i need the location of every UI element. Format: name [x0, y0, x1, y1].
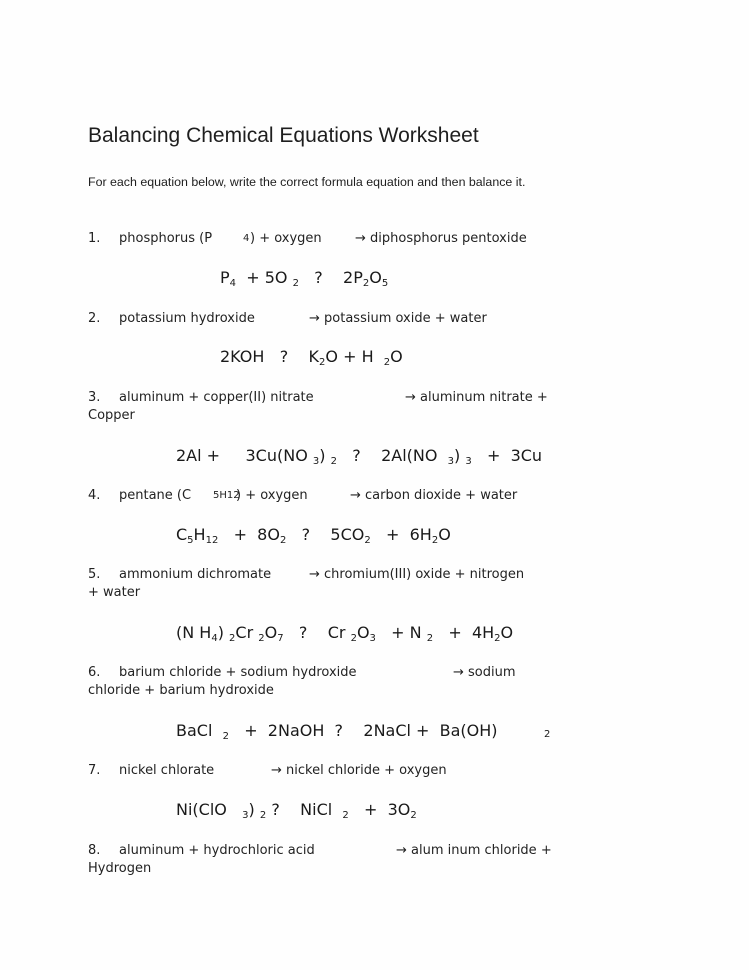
eq-subscript: 2 [342, 810, 349, 821]
eq-subscript: 2 [362, 278, 370, 289]
question-reactants: potassium hydroxide [119, 311, 255, 326]
eq-term: O [356, 623, 370, 642]
eq-term: (N H [176, 623, 212, 642]
eq-term: 5CO [330, 525, 365, 544]
eq-term: Cr [327, 623, 346, 642]
eq-arrow-placeholder: ? [271, 800, 280, 819]
balanced-equation [176, 721, 498, 742]
balanced-equation [220, 268, 388, 289]
question-reactants: aluminum + copper(II) nitrate [119, 390, 314, 405]
eq-term: + 2NaOH [244, 721, 325, 740]
question-reactants: aluminum + hydrochloric acid [119, 843, 315, 858]
question-number: 2. [88, 311, 101, 326]
eq-subscript: 2 [258, 633, 265, 644]
eq-term: 2P [343, 268, 363, 287]
eq-term: O [390, 347, 403, 366]
eq-term: K [308, 347, 320, 366]
eq-subscript: 2 [383, 357, 391, 368]
eq-subscript: 2 [364, 535, 371, 546]
eq-arrow-placeholder: ? [352, 446, 361, 465]
question-reactants: ammonium dichromate [119, 567, 272, 582]
eq-subscript: 4 [229, 278, 237, 289]
question-reactants-tail: ) + oxygen [250, 231, 322, 246]
balanced-equation [176, 525, 451, 546]
balanced-equation [176, 800, 417, 821]
question-wrap-text: Hydrogen [88, 861, 152, 876]
question-products: → sodium [453, 665, 516, 680]
eq-term: 2Al + [176, 446, 221, 465]
eq-term: ) [248, 800, 255, 819]
eq-term: + 3O [364, 800, 411, 819]
eq-term: H [193, 525, 206, 544]
question-number: 5. [88, 567, 101, 582]
eq-term: O [500, 623, 514, 642]
question-wrap-text: chloride + barium hydroxide [88, 683, 274, 698]
balanced-equation [220, 347, 403, 368]
eq-term: BaCl [176, 721, 213, 740]
eq-term: ) [454, 446, 461, 465]
question-products: → carbon dioxide + water [350, 488, 518, 503]
question-number: 1. [88, 231, 101, 246]
eq-term: + 5O [246, 268, 288, 287]
eq-subscript: 2 [279, 535, 287, 546]
eq-subscript: 2 [426, 633, 434, 644]
eq-term: NiCl [300, 800, 333, 819]
eq-subscript: 4 [211, 633, 218, 644]
question-reactant-subscript: 4 [243, 233, 250, 244]
question-products: → alum inum chloride + [396, 843, 552, 858]
eq-term: ) [217, 623, 224, 642]
eq-term: + 6H [386, 525, 432, 544]
eq-subscript: 3 [312, 456, 320, 467]
eq-term: + 4H [448, 623, 495, 642]
eq-subscript: 2 [259, 810, 267, 821]
question-number: 3. [88, 390, 101, 405]
question-products: → chromium(III) oxide + nitrogen [309, 567, 525, 582]
question-number: 4. [88, 488, 101, 503]
question-products: → diphosphorus pentoxide [355, 231, 527, 246]
eq-arrow-placeholder: ? [298, 623, 308, 642]
eq-subscript: 3 [369, 633, 376, 644]
eq-subscript: 12 [205, 535, 219, 546]
eq-subscript: 5 [381, 278, 389, 289]
eq-subscript-trailing: 2 [544, 729, 551, 740]
question-products: → aluminum nitrate + [405, 390, 548, 405]
eq-arrow-placeholder: ? [301, 525, 311, 544]
eq-term: C [176, 525, 188, 544]
question-number: 6. [88, 665, 101, 680]
eq-term: + 3Cu [487, 446, 543, 465]
question-wrap-text: Copper [88, 408, 135, 423]
question-reactant-subscript: 5H12 [213, 490, 240, 501]
eq-subscript: 3 [465, 456, 472, 467]
question-products: → potassium oxide + water [309, 311, 487, 326]
question-reactants: phosphorus (P [119, 231, 213, 246]
eq-term: + 8O [233, 525, 280, 544]
eq-term: O [264, 623, 278, 642]
eq-arrow-placeholder: ? [334, 721, 344, 740]
question-wrap-text: + water [88, 585, 141, 600]
question-products: → nickel chloride + oxygen [271, 763, 447, 778]
eq-subscript: 2 [350, 633, 357, 644]
eq-arrow-placeholder: ? [314, 268, 323, 287]
instructions: For each equation below, write the correct formula equation and then balance it. [88, 175, 526, 189]
eq-subscript: 2 [494, 633, 501, 644]
question-number: 7. [88, 763, 101, 778]
balanced-equation [176, 623, 513, 644]
eq-subscript: 3 [242, 810, 249, 821]
eq-subscript: 3 [447, 456, 455, 467]
eq-subscript: 2 [431, 535, 439, 546]
question-reactants-tail: ) + oxygen [236, 488, 308, 503]
eq-term: 2KOH [220, 347, 265, 366]
eq-term: O + H [325, 347, 374, 366]
eq-arrow-placeholder: ? [279, 347, 289, 366]
eq-subscript: 5 [187, 535, 194, 546]
eq-term: 2NaCl + Ba(OH) [363, 721, 498, 740]
eq-term: ) [319, 446, 326, 465]
eq-subscript: 2 [229, 633, 236, 644]
eq-subscript: 2 [330, 456, 337, 467]
question-reactants: pentane (C [119, 488, 192, 503]
question-reactants: barium chloride + sodium hydroxide [119, 665, 357, 680]
eq-subscript: 2 [319, 357, 326, 368]
eq-term: O [369, 268, 382, 287]
eq-term: + N [391, 623, 422, 642]
question-reactants: nickel chlorate [119, 763, 215, 778]
eq-subscript: 2 [222, 731, 229, 742]
eq-subscript: 2 [410, 810, 417, 821]
page-title: Balancing Chemical Equations Worksheet [88, 124, 479, 147]
balanced-equation [176, 446, 542, 467]
eq-subscript: 7 [277, 633, 284, 644]
eq-term: 3Cu(NO [245, 446, 308, 465]
eq-subscript: 2 [292, 278, 299, 289]
eq-term: P [220, 268, 230, 287]
eq-term: 2Al(NO [381, 446, 438, 465]
eq-term: Cr [235, 623, 254, 642]
eq-term: Ni(ClO [176, 800, 227, 819]
eq-term: O [438, 525, 451, 544]
question-number: 8. [88, 843, 101, 858]
